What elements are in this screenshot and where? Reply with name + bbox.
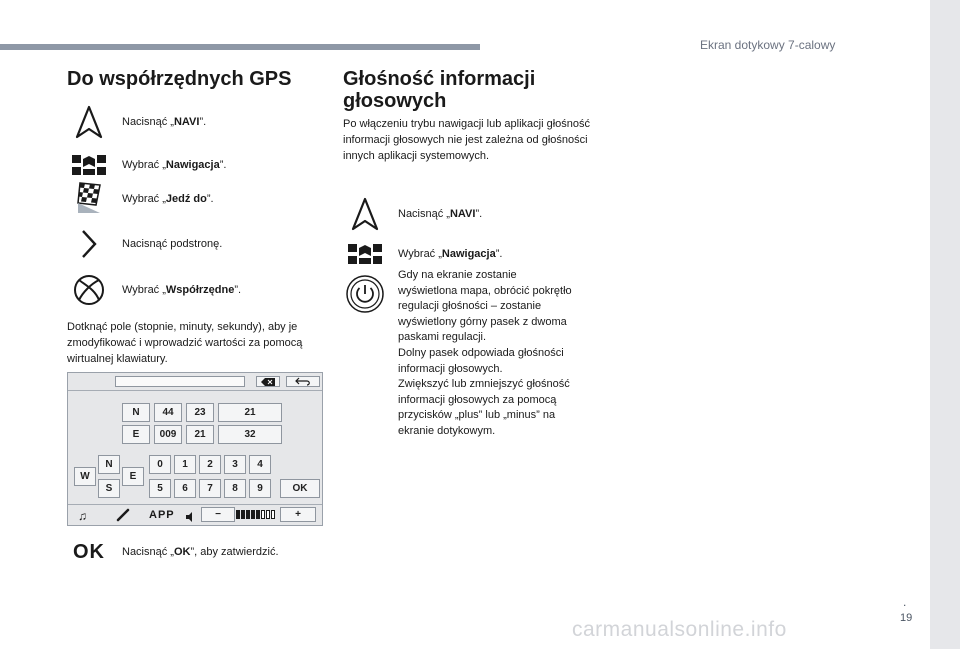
step-label: Nacisnąć „OK”, aby zatwierdzić.: [122, 546, 279, 558]
lon-minutes[interactable]: 21: [186, 425, 214, 444]
step-nawigacja: [343, 232, 503, 276]
step-navi: [343, 192, 483, 236]
step-label: Wybrać „Jedź do”.: [122, 193, 214, 205]
intro-text: Po włączeniu trybu nawigacji lub aplikacji głośność informacji głosowych nie jest zależna od głośności innych aplikacji systemowych.: [343, 118, 591, 162]
page-header-title: Ekran dotykowy 7-calowy: [700, 38, 836, 52]
volume-minus-button[interactable]: −: [201, 507, 235, 522]
lon-direction[interactable]: E: [122, 425, 150, 444]
ok-button[interactable]: OK: [280, 479, 320, 498]
coordinates-keypad-screenshot: [67, 372, 323, 526]
lon-degrees[interactable]: 009: [154, 425, 182, 444]
step-label: Wybrać „Współrzędne”.: [122, 284, 242, 296]
compass-w-button[interactable]: W: [74, 467, 96, 486]
divider: [68, 504, 322, 505]
music-icon[interactable]: ♫: [78, 509, 87, 523]
navigation-menu-icon: [343, 232, 387, 276]
backspace-button[interactable]: [256, 376, 280, 387]
backspace-icon: [261, 378, 275, 386]
coordinate-display-field[interactable]: [115, 376, 245, 387]
section-title-gps: Do współrzędnych GPS: [67, 68, 292, 90]
digit-6[interactable]: 6: [174, 479, 196, 498]
page-number: 19: [900, 612, 913, 624]
watermark: carmanualsonline.info: [572, 618, 787, 641]
digit-9[interactable]: 9: [249, 479, 271, 498]
step-ok: [67, 530, 279, 574]
volume-plus-button[interactable]: +: [280, 507, 316, 522]
lon-seconds[interactable]: 32: [218, 425, 282, 444]
compass-s-button[interactable]: S: [98, 479, 120, 498]
back-button[interactable]: [286, 376, 320, 387]
digit-0[interactable]: 0: [149, 455, 171, 474]
step-label: Wybrać „Nawigacja”.: [398, 248, 503, 260]
checkered-flag-icon: [67, 177, 111, 221]
speaker-icon: [185, 509, 195, 527]
chevron-right-icon: [67, 222, 111, 266]
step-label: Nacisnąć „NAVI”.: [122, 116, 207, 128]
globe-icon: [67, 268, 111, 312]
lat-minutes[interactable]: 23: [186, 403, 214, 422]
header-rule: [0, 44, 480, 50]
ok-icon: OK: [73, 540, 105, 563]
section-title-volume: Głośność informacji głosowych: [343, 68, 536, 112]
digit-8[interactable]: 8: [224, 479, 246, 498]
volume-level-bar: [236, 510, 275, 519]
lat-seconds[interactable]: 21: [218, 403, 282, 422]
app-button[interactable]: APP: [149, 509, 175, 521]
digit-2[interactable]: 2: [199, 455, 221, 474]
divider: [68, 390, 322, 391]
phone-icon[interactable]: [116, 508, 130, 527]
volume-knob-icon: [343, 272, 387, 316]
digit-1[interactable]: 1: [174, 455, 196, 474]
lat-direction[interactable]: N: [122, 403, 150, 422]
step-label: Wybrać „Nawigacja”.: [122, 159, 227, 171]
digit-3[interactable]: 3: [224, 455, 246, 474]
navigation-arrow-icon: [343, 192, 387, 236]
navigation-arrow-icon: [67, 100, 111, 144]
step-label: Nacisnąć podstronę.: [122, 238, 223, 250]
digit-4[interactable]: 4: [249, 455, 271, 474]
step-wspolrzedne: [67, 268, 242, 312]
lat-degrees[interactable]: 44: [154, 403, 182, 422]
digit-7[interactable]: 7: [199, 479, 221, 498]
page-dot: .: [903, 595, 907, 609]
step-label: Nacisnąć „NAVI”.: [398, 208, 483, 220]
back-arrow-icon: [294, 377, 312, 386]
step-podstrona: [67, 222, 223, 266]
step-jedz-do: [67, 177, 214, 221]
compass-e-button[interactable]: E: [122, 467, 144, 486]
instruction-text: Dotknąć pole (stopnie, minuty, sekundy), aby je zmodyfikować i wprowadzić wartości za pomocą wirtualnej klawiatury.: [67, 321, 303, 365]
digit-5[interactable]: 5: [149, 479, 171, 498]
side-strip: [930, 0, 960, 649]
compass-n-button[interactable]: N: [98, 455, 120, 474]
step-navi: [67, 100, 207, 144]
knob-instruction-text: Gdy na ekranie zostanie wyświetlona mapa, obrócić pokrętło regulacji głośności – zostanie wyświetlony górny pasek z dwoma paskami regulacji. Dolny pasek odpowiada głośności informacji głosowych. Zwiększyć lub zmniejszyć głośność informacji głosowych za pomocą przycisków „plus” lub „minus” na ekranie dotykowym.: [398, 269, 572, 437]
